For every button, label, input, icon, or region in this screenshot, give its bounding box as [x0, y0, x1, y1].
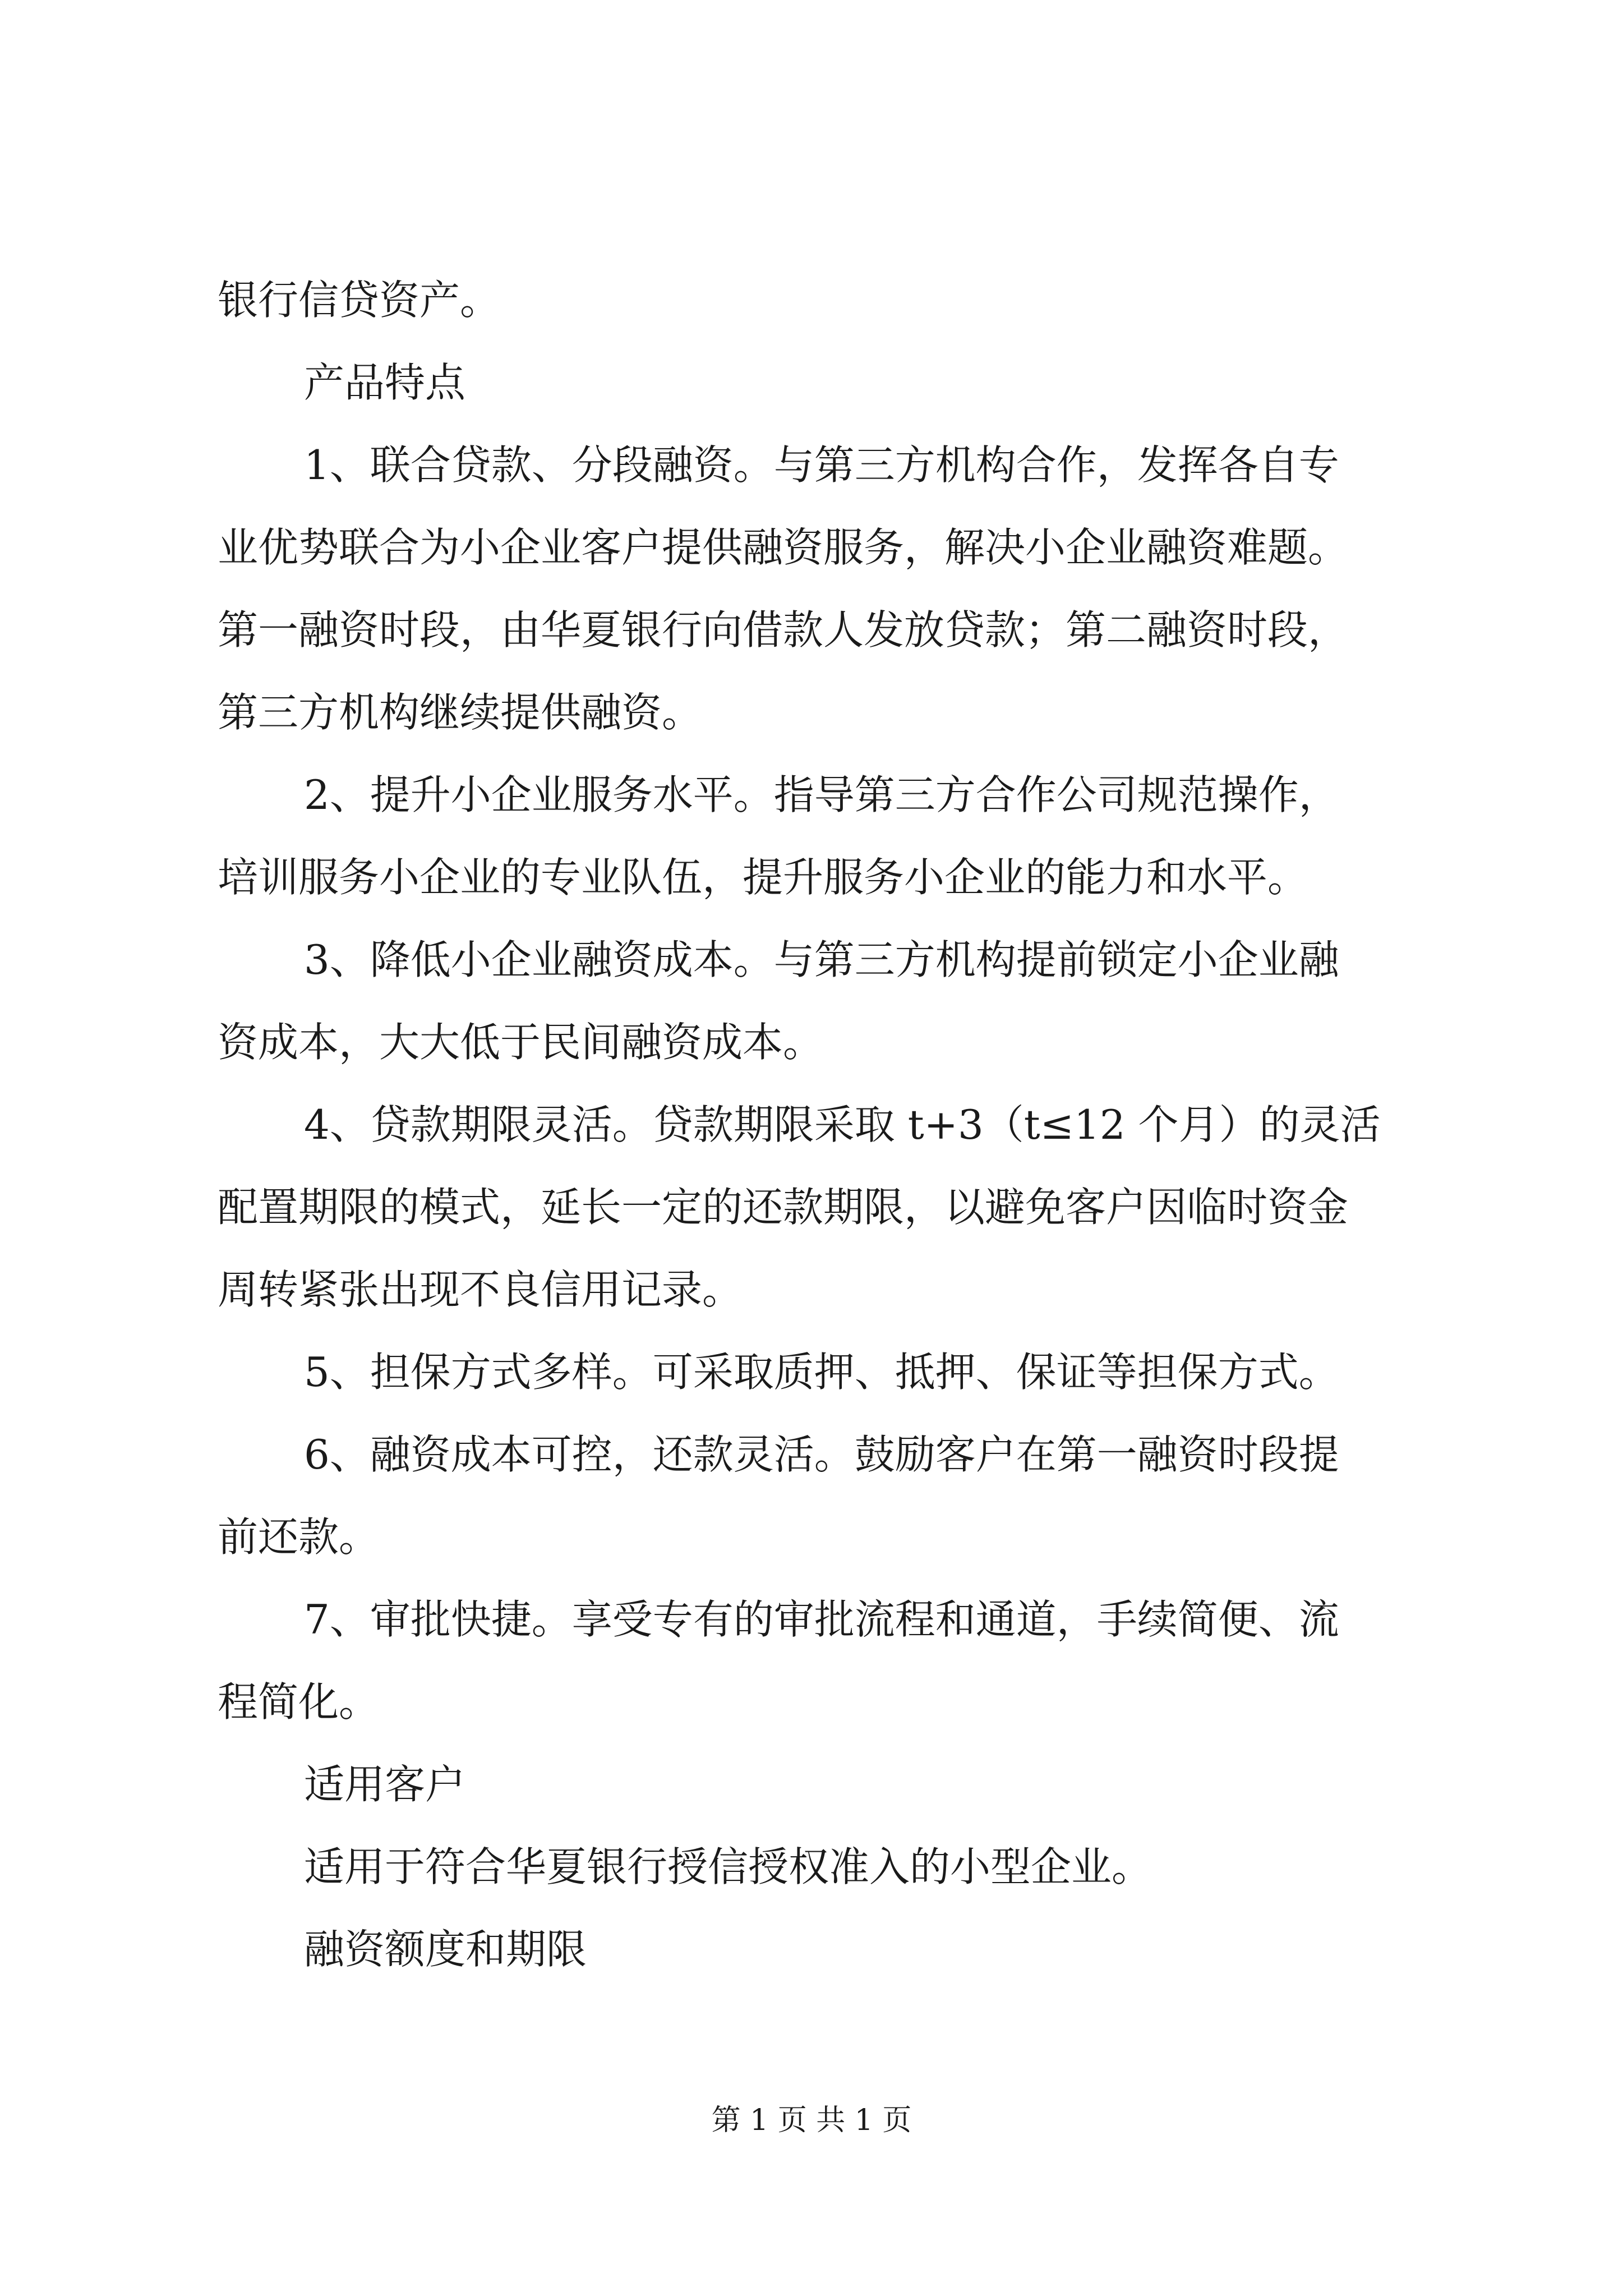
- text-line: 1、联合贷款、分段融资。与第三方机构合作，发挥各自专: [304, 441, 1339, 489]
- text-line: 周转紧张出现不良信用记录。: [218, 1266, 743, 1313]
- document-body: [218, 259, 1429, 1991]
- section-heading: 融资额度和期限: [304, 1926, 587, 1973]
- text-line: 第三方机构继续提供融资。: [218, 689, 703, 736]
- section-heading: 适用客户: [304, 1761, 466, 1808]
- text-line: 程简化。: [218, 1678, 380, 1726]
- text-line: 前还款。: [218, 1513, 380, 1561]
- text-line: 资成本，大大低于民间融资成本。: [218, 1019, 824, 1066]
- text-line: 配置期限的模式，延长一定的还款期限，以避免客户因临时资金: [218, 1184, 1349, 1231]
- text-line: 7、审批快捷。享受专有的审批流程和通道，手续简便、流: [304, 1596, 1339, 1643]
- page-footer: 第 1 页 共 1 页: [711, 2104, 912, 2137]
- text-line: 业优势联合为小企业客户提供融资服务，解决小企业融资难题。: [218, 524, 1349, 571]
- text-line: 4、贷款期限灵活。贷款期限采取 t+3（t≤12 个月）的灵活: [304, 1101, 1381, 1148]
- section-heading: 产品特点: [304, 359, 466, 406]
- text-line: 6、融资成本可控，还款灵活。鼓励客户在第一融资时段提: [304, 1431, 1339, 1478]
- text-line: 银行信贷资产。: [218, 277, 501, 324]
- text-line: 培训服务小企业的专业队伍，提升服务小企业的能力和水平。: [218, 854, 1308, 901]
- text-line: 5、担保方式多样。可采取质押、抵押、保证等担保方式。: [304, 1349, 1339, 1396]
- text-line: 第一融资时段，由华夏银行向借款人发放贷款；第二融资时段，: [218, 606, 1349, 654]
- text-line: 3、降低小企业融资成本。与第三方机构提前锁定小企业融: [304, 936, 1339, 983]
- text-line: 2、提升小企业服务水平。指导第三方合作公司规范操作，: [304, 771, 1339, 818]
- text-line: 适用于符合华夏银行授信授权准入的小型企业。: [304, 1843, 1152, 1890]
